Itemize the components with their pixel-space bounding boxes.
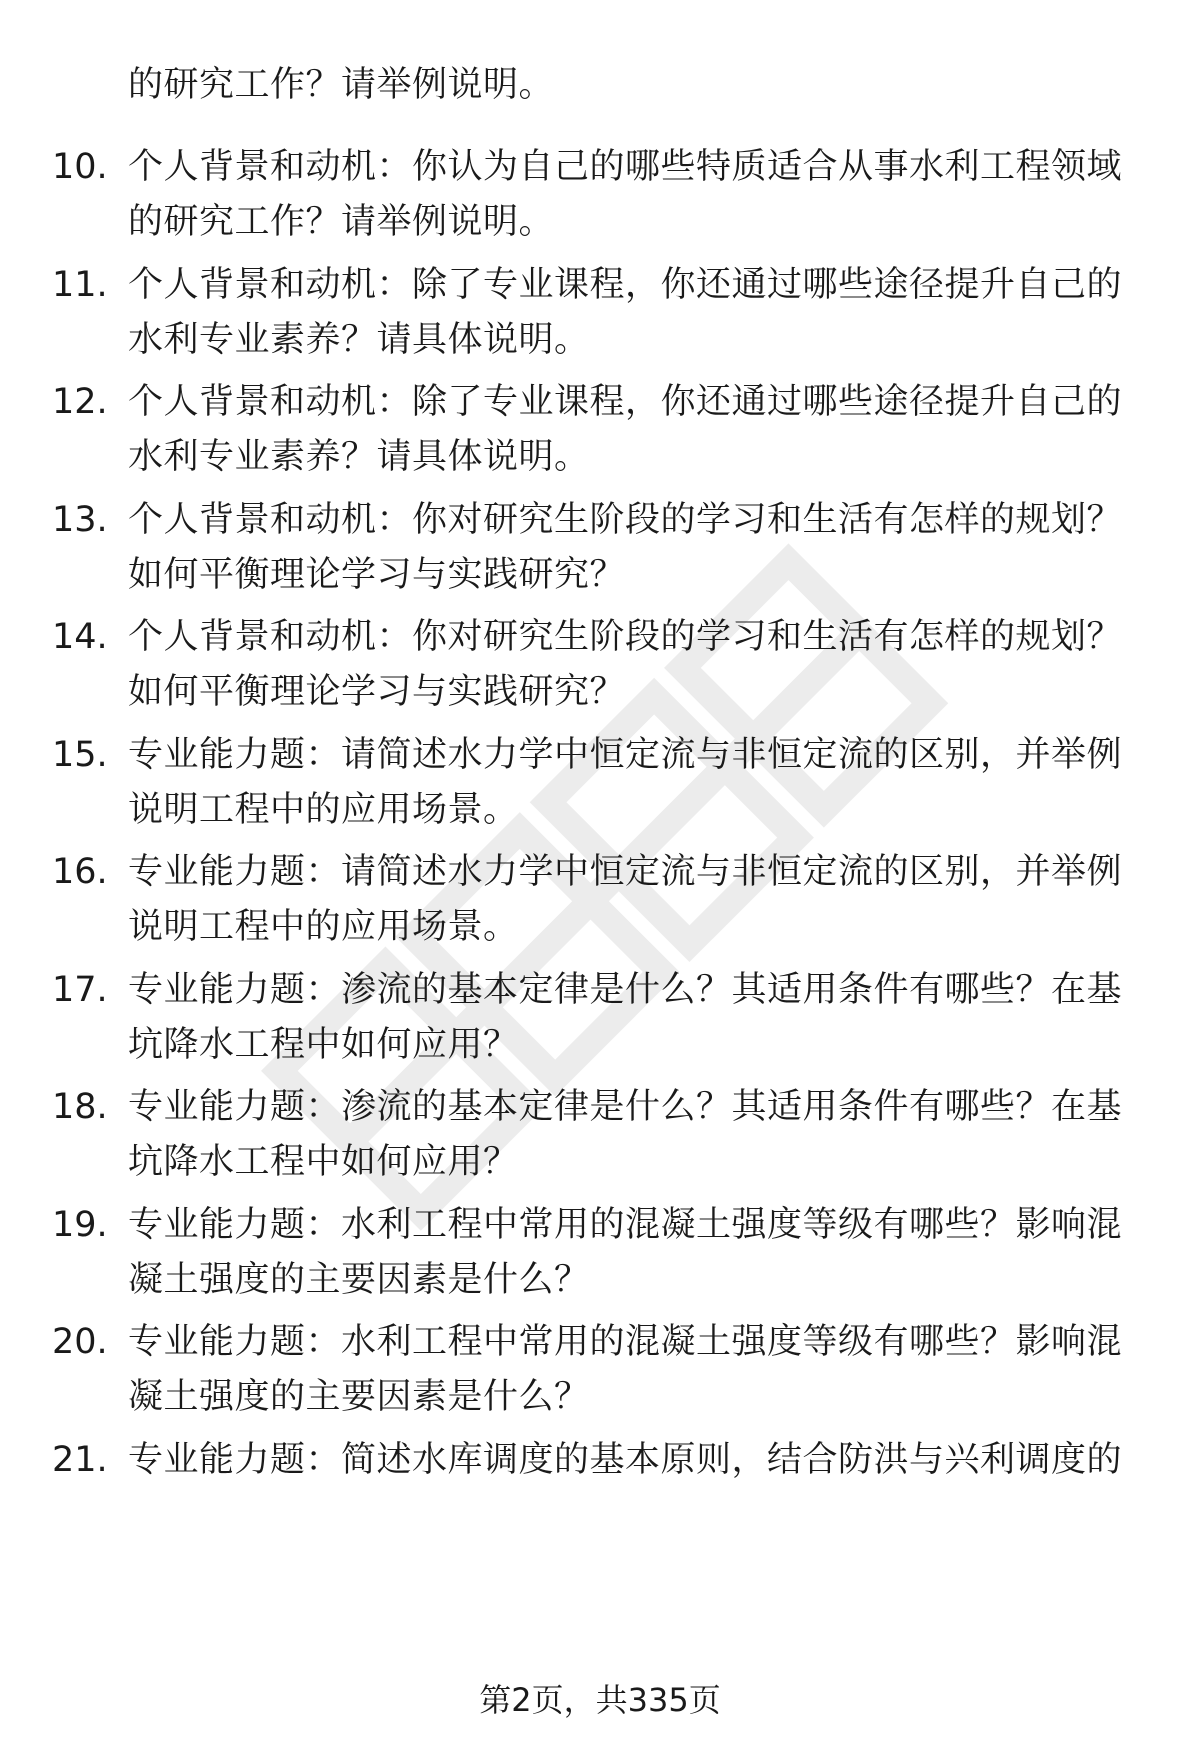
question-item <box>0 140 1200 260</box>
question-number: 18. <box>52 1087 108 1127</box>
question-text: 个人背景和动机：除了专业课程，你还通过哪些途径提升自己的水利专业素养？请具体说明。 <box>128 264 1123 360</box>
question-number: 21. <box>52 1439 108 1480</box>
question-text: 专业能力题：请简述水力学中恒定流与非恒定流的区别，并举例说明工程中的应用场景。 <box>128 852 1123 947</box>
question-number: 14. <box>52 617 108 657</box>
question-number: 12. <box>52 382 108 422</box>
question-number: 11. <box>52 264 108 305</box>
question-number: 20. <box>52 1322 108 1362</box>
question-number: 17. <box>52 969 108 1010</box>
question-text: 个人背景和动机：你对研究生阶段的学习和生活有怎样的规划？如何平衡理论学习与实践研究？ <box>128 499 1123 595</box>
question-text: 专业能力题：渗流的基本定律是什么？其适用条件有哪些？在基坑降水工程中如何应用？ <box>128 1087 1123 1182</box>
question-text: 个人背景和动机：你对研究生阶段的学习和生活有怎样的规划？如何平衡理论学习与实践研究？ <box>128 617 1123 712</box>
question-item <box>0 845 1200 965</box>
question-text: 专业能力题：简述水库调度的基本原则，结合防洪与兴利调度的 <box>128 1439 1123 1480</box>
continued-question-text: 的研究工作？请举例说明。 <box>128 65 555 105</box>
question-text: 个人背景和动机：除了专业课程，你还通过哪些途径提升自己的水利专业素养？请具体说明。 <box>128 382 1123 477</box>
question-number: 13. <box>52 499 108 540</box>
question-text: 专业能力题：水利工程中常用的混凝土强度等级有哪些？影响混凝土强度的主要因素是什么？ <box>128 1322 1123 1417</box>
question-text: 专业能力题：水利工程中常用的混凝土强度等级有哪些？影响混凝土强度的主要因素是什么？ <box>128 1204 1123 1300</box>
question-item <box>0 1433 1200 1553</box>
question-item <box>0 1198 1200 1318</box>
question-number: 16. <box>52 852 108 892</box>
question-number: 10. <box>52 147 108 187</box>
question-item <box>0 1315 1200 1435</box>
question-item <box>0 963 1200 1083</box>
question-item <box>0 258 1200 378</box>
question-text: 专业能力题：请简述水力学中恒定流与非恒定流的区别，并举例说明工程中的应用场景。 <box>128 734 1123 830</box>
page-number-footer: 第2页，共335页 <box>479 1681 721 1719</box>
question-item <box>0 1080 1200 1200</box>
question-text: 专业能力题：渗流的基本定律是什么？其适用条件有哪些？在基坑降水工程中如何应用？ <box>128 969 1123 1065</box>
question-number: 19. <box>52 1204 108 1245</box>
question-number: 15. <box>52 734 108 775</box>
question-item <box>0 610 1200 730</box>
question-item <box>0 728 1200 848</box>
question-item <box>0 493 1200 613</box>
question-item <box>0 375 1200 495</box>
question-text: 个人背景和动机：你认为自己的哪些特质适合从事水利工程领域的研究工作？请举例说明。 <box>128 147 1123 242</box>
